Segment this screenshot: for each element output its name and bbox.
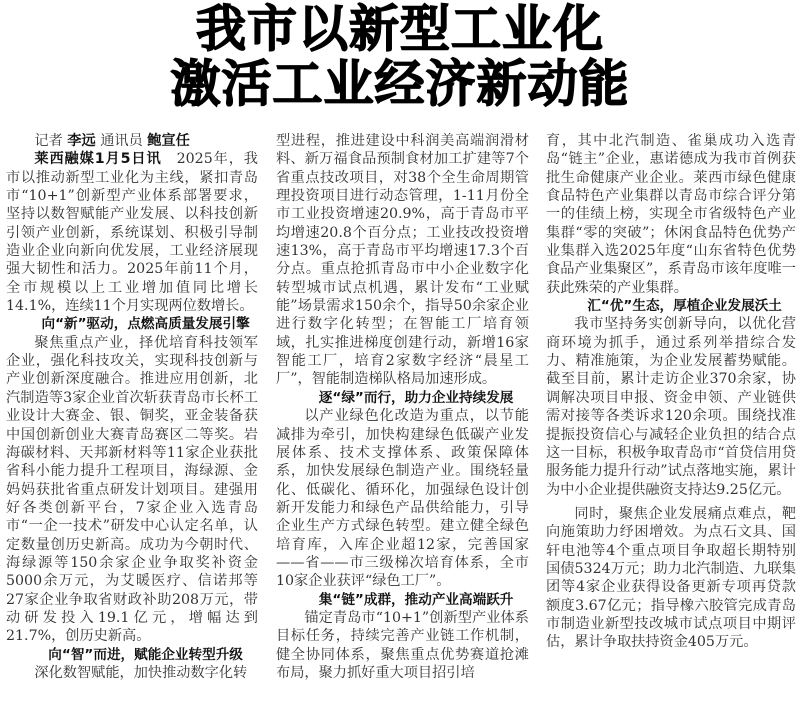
reporter-name: 李远 [67, 133, 96, 149]
correspondent-name: 鲍宣任 [147, 133, 190, 149]
subhead-chain: 集“链”成群，推动产业高端跃升 [318, 591, 514, 608]
byline [6, 132, 258, 150]
paragraph-green: 以产业绿色化改造为重点，以节能减排为牵引，加快构建绿色低碳产业发展体系、技术支撑体系、政策保障体系，加快发展绿色制造产业。围绕轻量化、低碳化、循环化，加强绿色设计创新开发能力和绿色产品供给能力，引导企业生产方式绿色转型。建立健全绿色培育库，入库企业超12家，完善国家——省——市三级梯次培育体系，全市10家企业获评“绿色工厂”。 [276, 408, 529, 590]
correspondent-label: 通讯员 [100, 133, 143, 149]
subhead-ecosystem: 汇“优”生态，厚植企业发展沃土 [587, 298, 782, 315]
headline-line-2: 激活工业经济新动能 [170, 55, 630, 113]
paragraph-ecosystem: 我市坚持务实创新导向，以优化营商环境为抓手，通过系列举措综合发力、精准施策，为企业发展蓄势赋能。截至目前，累计走访企业370余家，协调解决项目申报、资金申领、产业链供需对接等各类诉求120余项。围绕找准提振投资信心与减轻企业负担的结合点这一目标，积极争取青岛市“首贷信用贷服务能力提升行动”试点落地实施，累计为中小企业提供融资支持达9.25亿元。 [546, 316, 796, 498]
paragraph-innovation: 聚焦重点产业，择优培育科技领军企业，强化科技攻关，实现科技创新与产业创新深度融合。推进应用创新，北汽制造等3家企业首次斩获青岛市长杯工业设计大赛金、银、铜奖，亚金装备获中国创新创业大赛青岛赛区二等奖。岩海碳材料、天邦新材料等11家企业获批省科小能力提升工程项目，海绿源、金妈妈获批省重点研发计划项目。建强用好各类创新平台，7家企业入选青岛市“一企一技术”研发中心认定名单，认定数量创历史新高。成功为今朝时代、海绿源等150余家企业争取奖补资金5000余万元，为艾暖医疗、信诺邦等27家企业争取省财政补助208万元，带动研发投入19.1亿元，增幅达到21.7%，创历史新高。 [6, 334, 258, 645]
paragraph-digital-start: 深化数智赋能，加快推动数字化转 [34, 664, 248, 681]
subhead-innovation: 向“新”驱动，点燃高质量发展引擎 [41, 316, 250, 333]
article-column-3 [546, 132, 796, 652]
paragraph-ecosystem-2: 同时，聚焦企业发展痛点难点，靶向施策助力纾困增效。为点石文具、国轩电池等4个重点项目争取超长期特别国债5324万元；助力北汽制造、九联集团等4家企业获得设备更新专项再贷款额度3.67亿元；指导橡六胶管完成青岛市制造业新型技改城市试点项目中期评估，累计争取扶持资金405万元。 [546, 505, 796, 651]
headline [0, 2, 800, 112]
article-column-1 [6, 132, 258, 682]
paragraph-digital-cont: 型进程，推进建设中科润美高端润滑材料、新万福食品预制食材加工扩建等7个省重点技改项目，对38个全生命周期管理投资项目进行动态管理，1-11月份全市工业投资增速20.9%，高于青岛市平均增速20.8个百分点；工业技改投资增速13%，高于青岛市平均增速17.3个百分点。重点抢抓青岛市中小企业数字化转型城市试点机遇，累计发布“工业赋能”场景需求150余个，指导50余家企业进行数字化转型；在智能工厂培育领域，扎实推进梯度创建行动，新增16家智能工厂，培育2家数字经济“晨星工厂”，智能制造梯队格局加速形成。 [276, 133, 529, 388]
subhead-digital: 向“智”而进，赋能企业转型升级 [48, 646, 243, 663]
paragraph-chain-start: 锚定青岛市“10+1”创新型产业体系目标任务，持续完善产业链工作机制，健全协同体系，聚焦重点优势赛道抢滩布局，聚力抓好重大项目招引培 [276, 609, 529, 681]
subhead-green: 逐“绿”而行，助力企业持续发展 [318, 389, 514, 406]
lead-paragraph [6, 150, 258, 315]
paragraph-chain-cont: 育，其中北汽制造、雀巢成功入选青岛“链主”企业，惠诺德成为我市首例获批生命健康产业企业。莱西市绿色健康食品特色产业集群以青岛市综合评分第一的佳绩上榜，实现全市省级特色产业集群“零的突破”；休闲食品特色优势产业集群入选2025年度“山东省特色优势食品产业集聚区”，系青岛市该年度唯一获此殊荣的产业集群。 [546, 133, 796, 296]
reporter-label: 记者 [34, 133, 63, 149]
dateline: 莱西融媒1月5日讯 [34, 151, 162, 168]
headline-line-1: 我市以新型工业化 [196, 0, 604, 58]
lead-text: 2025年，我市以推动新型工业化为主线，紧扣青岛市“10+1”创新型产业体系部署要求，坚持以数智赋能产业发展、以科技创新引领产业创新，系统谋划、积极引导制造业企业向新向优发展，工业经济展现强大韧性和活力。2025年前11个月，全市规模以上工业增加值同比增长14.1%，连续11个月实现两位数增长。 [6, 151, 258, 315]
article-column-2 [276, 132, 529, 682]
